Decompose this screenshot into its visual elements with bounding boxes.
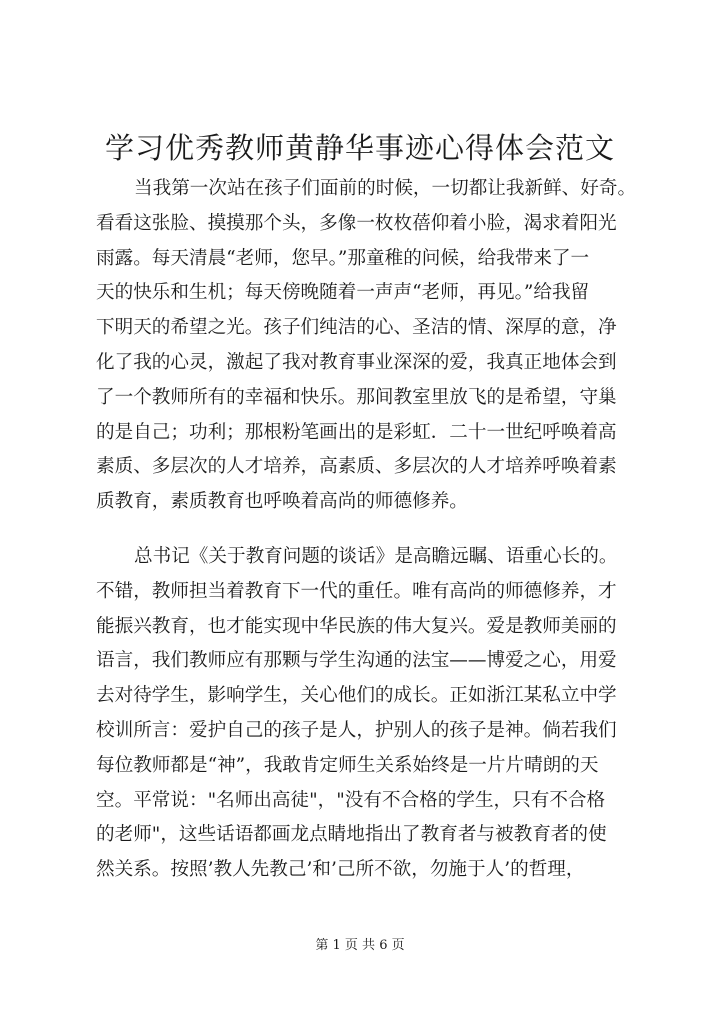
text-line: 的老师"，这些话语都画龙点睛地指出了教育者与被教育者的使 <box>96 824 607 846</box>
document-body <box>96 172 636 888</box>
text-line: 不错，教师担当着教育下一代的重任。唯有高尚的师德修养，才 <box>96 580 617 602</box>
text-line: 每位教师都是“神”，我敢肯定师生关系始终是一片片晴朗的天 <box>96 754 599 776</box>
paragraph-spacer <box>96 520 636 540</box>
text-line: 天的快乐和生机；每天傍晚随着一声声“老师，再见。”给我留 <box>96 282 590 304</box>
text-line: 空。平常说："名师出高徒"，"没有不合格的学生，只有不合格 <box>96 789 606 811</box>
text-line: 雨露。每天清晨“老师，您早。”那童稚的问候，给我带来了一 <box>96 247 590 269</box>
text-line: 看看这张脸、摸摸那个头，多像一枚枚蓓仰着小脸，渴求着阳光 <box>96 212 617 234</box>
text-line: 当我第一次站在孩子们面前的时候，一切都让我新鲜、好奇。 <box>134 178 637 199</box>
text-line: 校训所言：爱护自己的孩子是人，护别人的孩子是神。倘若我们 <box>96 719 617 741</box>
text-line: 语言，我们教师应有那颗与学生沟通的法宝——博爱之心，用爱 <box>96 650 617 672</box>
paragraph-1 <box>96 172 636 520</box>
text-line: 下明天的希望之光。孩子们纯洁的心、圣洁的情、深厚的意，净 <box>96 317 617 339</box>
text-line: 然关系。按照’教人先教己’和’己所不欲，勿施于人’的哲理， <box>96 859 585 881</box>
document-title: 学习优秀教师黄静华事迹心得体会范文 <box>104 131 615 165</box>
text-line: 化了我的心灵，激起了我对教育事业深深的爱，我真正地体会到 <box>96 351 617 373</box>
paragraph-2 <box>96 540 636 888</box>
page-number-footer: 第 1 页 共 6 页 <box>315 938 405 953</box>
text-line: 总书记《关于教育问题的谈话》是高瞻远瞩、语重心长的。 <box>134 545 618 567</box>
text-line: 了一个教师所有的幸福和快乐。那间教室里放飞的是希望，守巢 <box>96 386 617 408</box>
text-line: 能振兴教育，也才能实现中华民族的伟大复兴。爱是教师美丽的 <box>96 615 617 637</box>
text-line: 素质、多层次的人才培养，高素质、多层次的人才培养呼唤着素 <box>96 456 617 478</box>
text-line: 的是自己；功利；那根粉笔画出的是彩虹．二十一世纪呼唤着高 <box>96 421 617 443</box>
text-line: 质教育，素质教育也呼唤着高尚的师德修养。 <box>96 491 468 513</box>
text-line: 去对待学生，影响学生，关心他们的成长。正如浙江某私立中学 <box>96 685 617 707</box>
